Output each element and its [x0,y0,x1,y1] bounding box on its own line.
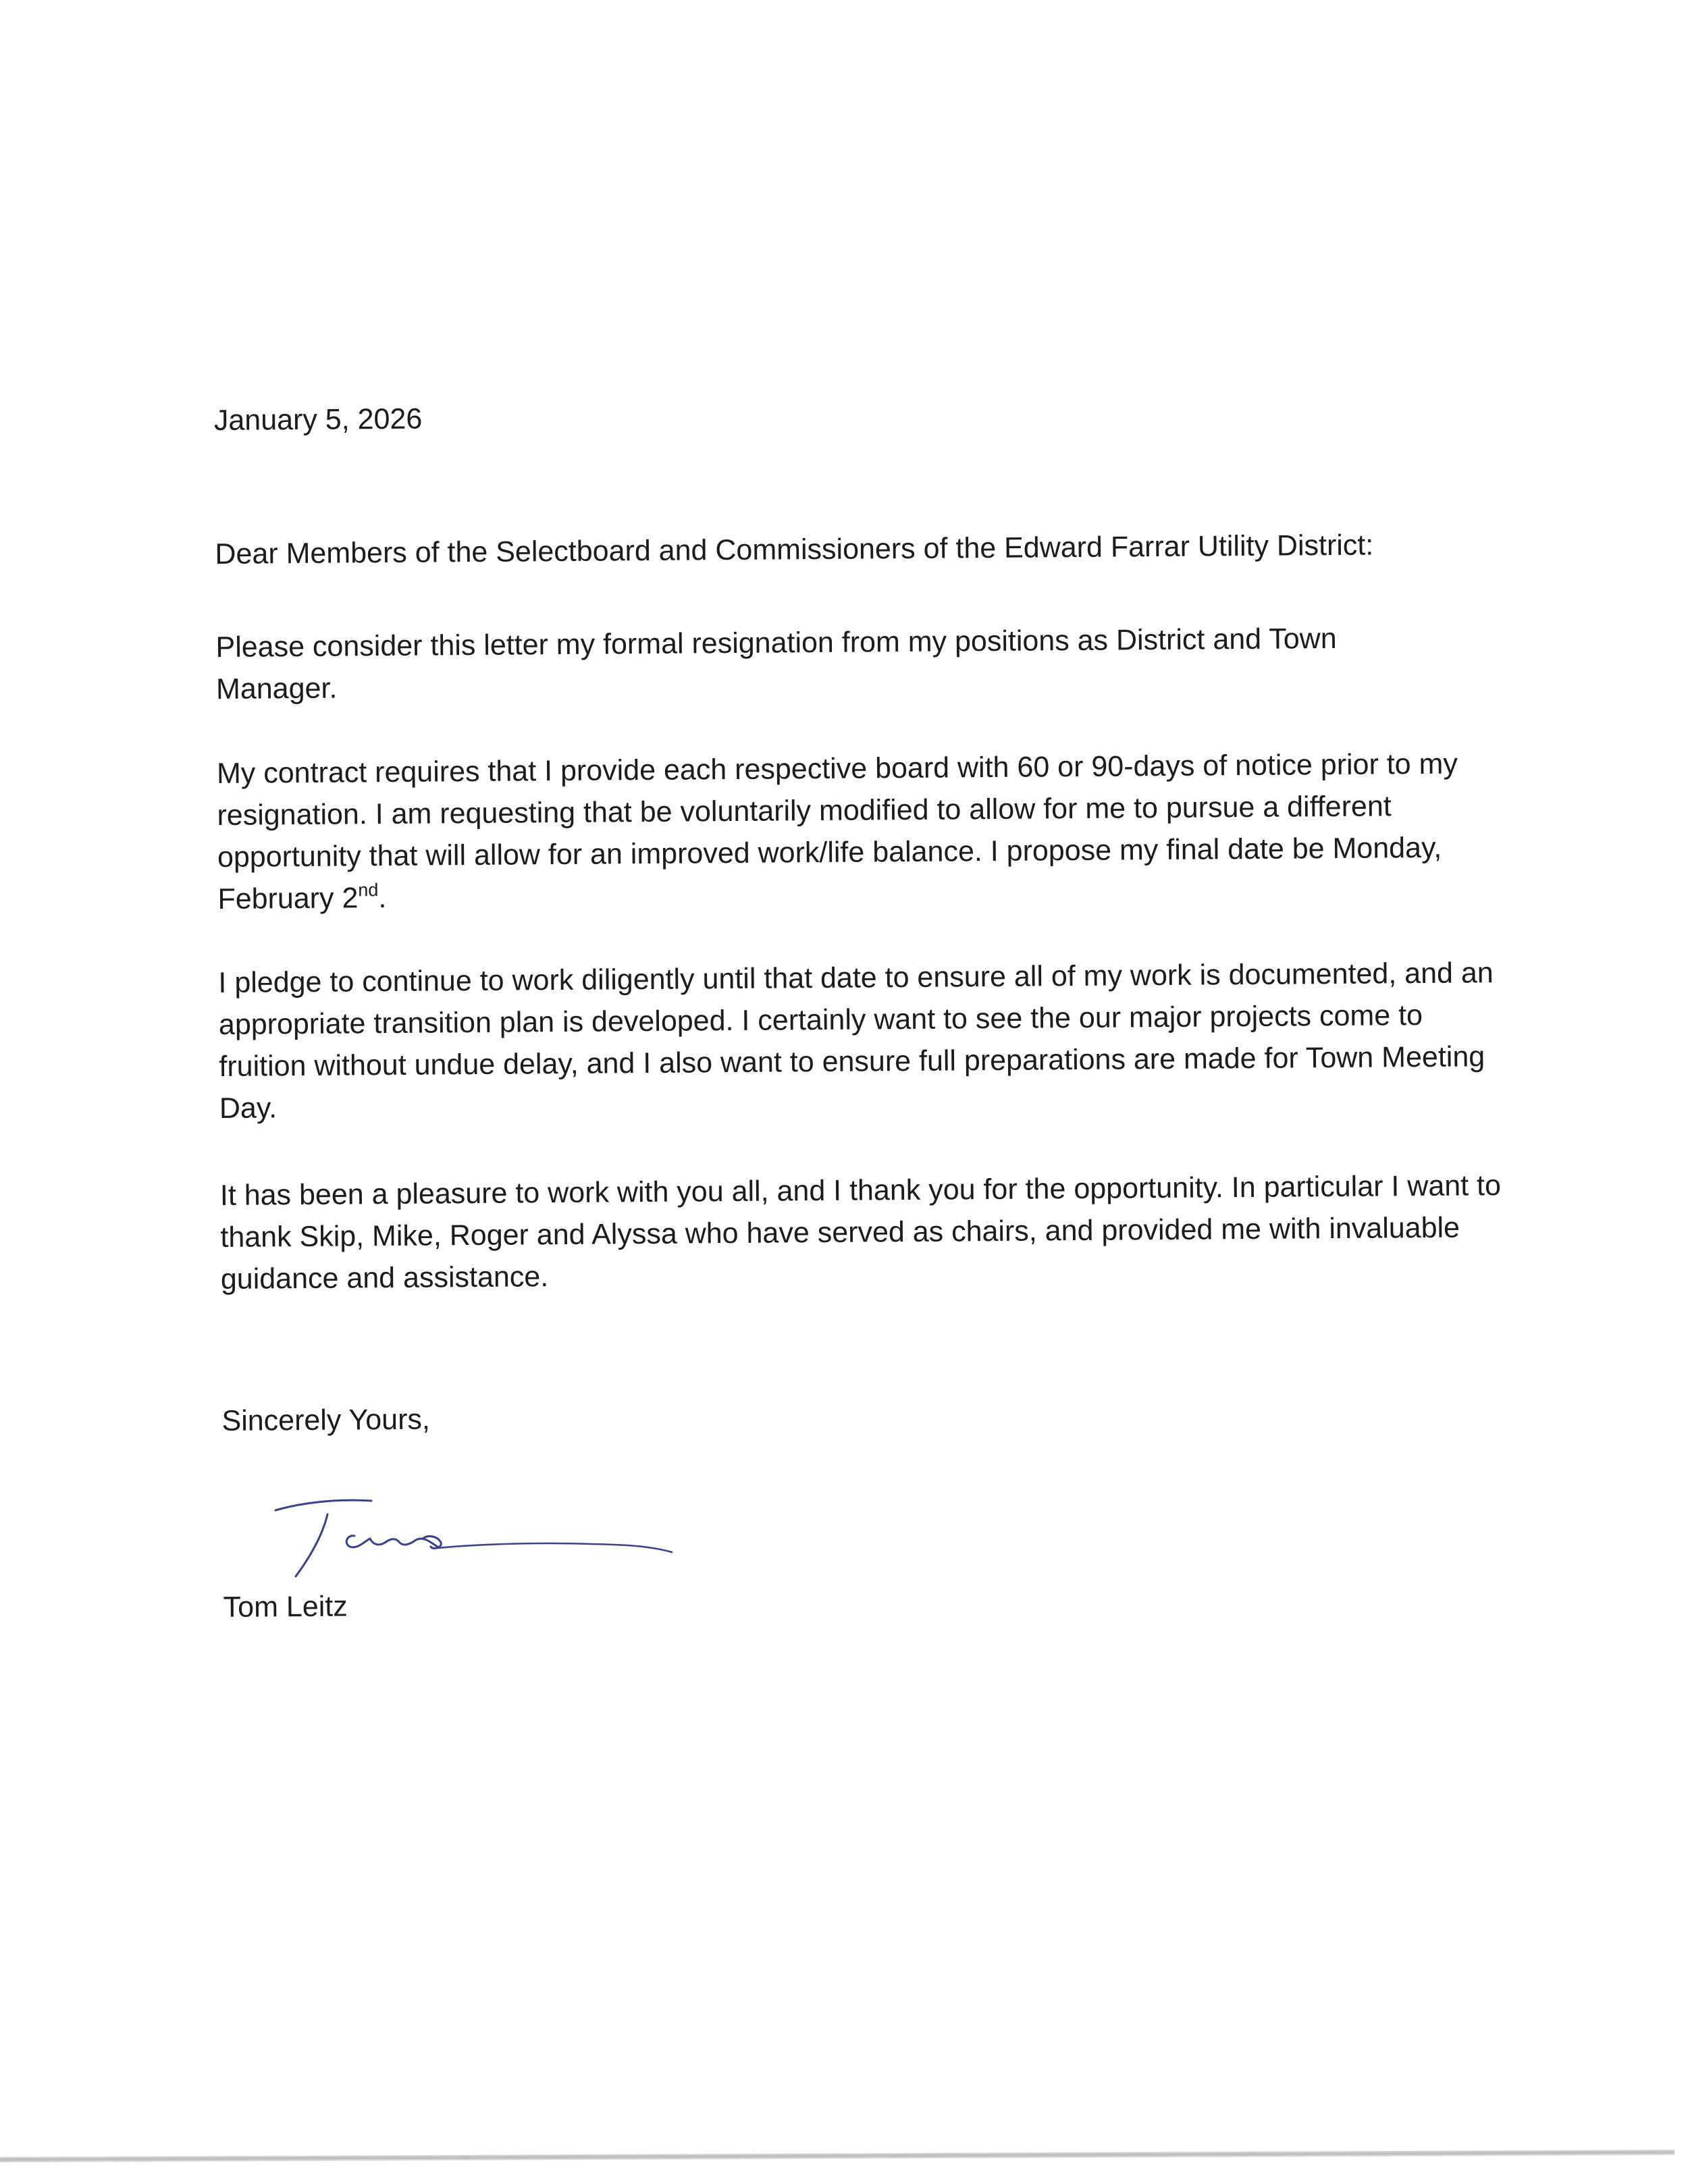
paragraph-pledge: I pledge to continue to work diligently until that date to ensure all of my work is documented, and an appropriate transition plan is developed. I certainly want to see the our major projects come to fruition without undue delay, and I also want to ensure full preparations are made for Town Meeting Day. [218,957,1494,1125]
letter-date: January 5, 2026 [213,402,423,437]
paragraph-contract [217,743,1514,920]
scan-edge-line [0,2150,1674,2162]
signature-strokes [275,1500,672,1576]
paragraph-contract-text: My contract requires that I provide each respective board with 60 or 90-days of notice prior to my resignation. I am requesting that be voluntarily modified to allow for me to pursue a different opportunity that will allow for an improved work/life balance. I propose my final date be Monday, February 2 [216,747,1458,915]
paragraph-contract-end: . [378,881,387,915]
handwritten-signature [263,1482,682,1583]
signer-name: Tom Leitz [223,1590,348,1624]
paragraph-resignation: Please consider this letter my formal resignation from my positions as District and Town Manager. [215,622,1337,705]
closing: Sincerely Yours, [221,1403,431,1437]
paragraph-thanks: It has been a pleasure to work with you all, and I thank you for the opportunity. In particular I want to thank Skip, Mike, Roger and Alyssa who have served as chairs, and provided me with invaluable guidance and assistance. [219,1169,1502,1296]
ordinal-suffix: nd [358,879,379,900]
salutation: Dear Members of the Selectboard and Commissioners of the Edward Farrar Utility District: [215,529,1374,570]
